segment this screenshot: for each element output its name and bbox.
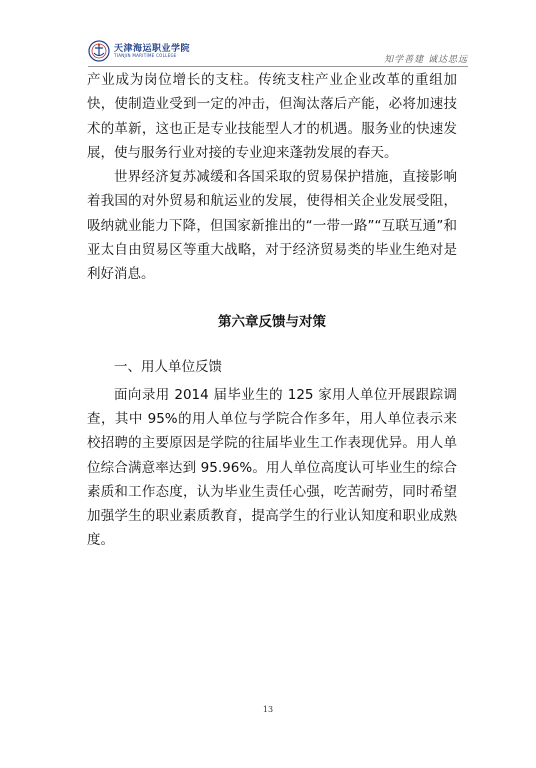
chapter-title: 第六章反馈与对策 [218,313,326,330]
paragraph-trade-outlook: 世界经济复苏减缓和各国采取的贸易保护措施，直接影响着我国的对外贸易和航运业的发展，使得相关企业发展受阻，吸纳就业能力下降，但国家新推出的“一带一路”“互联互通”和亚太自由贸易区等重大战略，对于经济贸易类的毕业生绝对是利好消息。 [87,169,457,283]
paragraph-employer-feedback: 面向录用 2014 届毕业生的 125 家用人单位开展跟踪调查，其中 95%的用人单位与学院合作多年，用人单位表示来校招聘的主要原因是学院的往届毕业生工作表现优异。用人单位综合满意率达到 95.96%。用人单位高度认可毕业生的综合素质和工作态度，认为毕业生责任心强，吃苦耐劳，同时希望加强学生的职业素质教育，提高学生的行业认知度和职业成熟度。 [87,386,457,549]
page-header [88,38,468,66]
header-divider [88,66,468,67]
college-logo-icon [88,40,110,62]
document-body [87,68,457,553]
section-title: 一、用人单位反馈 [114,358,222,375]
college-name-english: TIANJIN MARITIME COLLEGE [114,53,177,58]
college-name: 天津海运职业学院 [114,44,191,54]
paragraph-industry-growth: 产业成为岗位增长的支柱。传统支柱产业企业改革的重组加快，使制造业受到一定的冲击，但淘汰落后产能，必将加速技术的革新，这也正是专业技能型人才的机遇。服务业的快速发展，使与服务行业对接的专业迎来蓬勃发展的春天。 [87,72,457,161]
college-motto: 知学善建 诚达思远 [384,55,468,65]
page-number: 13 [262,705,274,714]
